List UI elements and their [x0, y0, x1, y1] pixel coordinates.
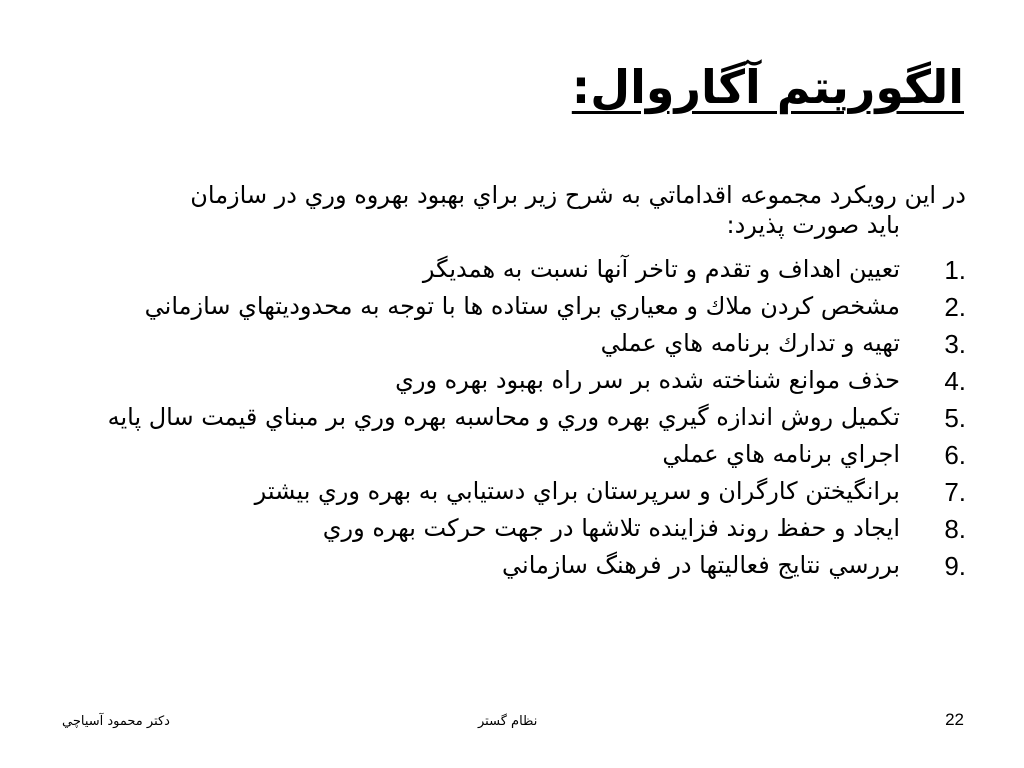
list-item: [90, 476, 966, 506]
footer-center-text: نظام گستر: [478, 714, 538, 729]
item-text: مشخص كردن ملاك و معياري براي ستاده ها با توجه به محدوديتهاي سازماني: [144, 292, 900, 320]
item-number: 6.: [944, 440, 966, 470]
item-number: 5.: [944, 403, 966, 433]
intro-line-2: بايد صورت پذيرد:: [726, 211, 900, 239]
list-item: [90, 365, 966, 395]
intro-line-1: در اين رويكرد مجموعه اقداماتي به شرح زير براي بهبود بهروه وري در سازمان: [190, 181, 966, 209]
list-item: [90, 513, 966, 543]
numbered-list: [90, 254, 966, 587]
item-number: 2.: [944, 292, 966, 322]
list-item: [90, 550, 966, 580]
item-number: 1.: [944, 255, 966, 285]
list-item: [90, 439, 966, 469]
item-text: تعيين اهداف و تقدم و تاخر آنها نسبت به همديگر: [422, 255, 900, 283]
intro-paragraph: [60, 180, 966, 240]
item-text: بررسي نتايج فعاليتها در فرهنگ سازماني: [502, 551, 900, 579]
list-item: [90, 254, 966, 284]
item-number: 9.: [944, 551, 966, 581]
item-text: ايجاد و حفظ روند فزاينده تلاشها در جهت حركت بهره وري: [322, 514, 900, 542]
list-item: [90, 328, 966, 358]
page-number: 22: [945, 710, 964, 729]
list-item: [90, 402, 966, 432]
item-text: تهيه و تدارك برنامه هاي عملي: [600, 329, 900, 357]
item-text: اجراي برنامه هاي عملي: [662, 440, 900, 468]
item-text: تكميل روش اندازه گيري بهره وري و محاسبه بهره وري بر مبناي قيمت سال پايه: [107, 403, 900, 431]
item-text: حذف موانع شناخته شده بر سر راه بهبود بهره وري: [395, 366, 900, 394]
item-number: 8.: [944, 514, 966, 544]
item-text: برانگيختن كارگران و سرپرستان براي دستيابي به بهره وري بيشتر: [254, 477, 900, 505]
slide-title: الگوريتم آگاروال:: [571, 60, 964, 114]
item-number: 4.: [944, 366, 966, 396]
item-number: 7.: [944, 477, 966, 507]
list-item: [90, 291, 966, 321]
item-number: 3.: [944, 329, 966, 359]
footer-author: دكتر محمود آسياچي: [62, 714, 170, 729]
